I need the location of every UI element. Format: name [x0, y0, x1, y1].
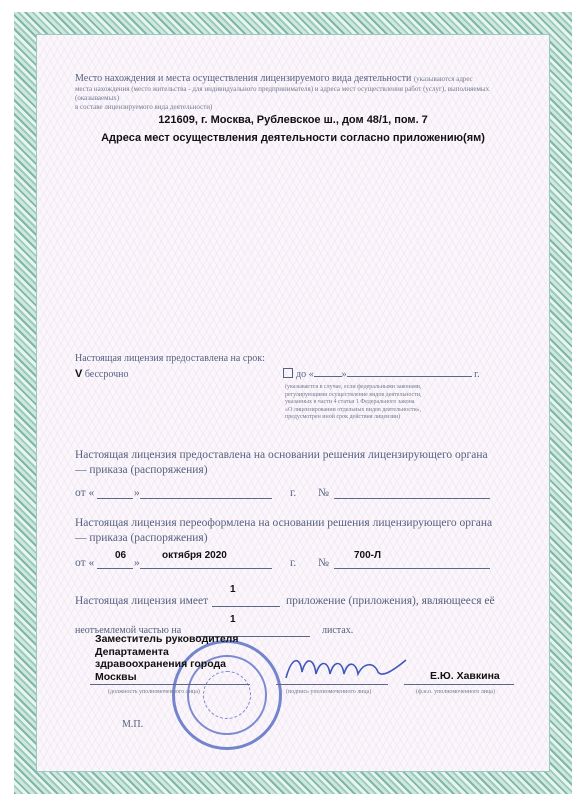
until-mid: » — [341, 369, 347, 380]
stamp-place: М.П. — [122, 719, 144, 730]
reissue-year: г. — [290, 557, 297, 569]
term-until — [283, 368, 503, 381]
term-unlimited — [75, 368, 129, 381]
appendix-line2-prefix: неотъемлемой частью на — [75, 625, 182, 636]
location-note-line2: места нахождения (место жительства - для индивидуального предпринимателя) и адреса мест осуществления работ (услуг), выполняемых (оказываемых) — [75, 85, 490, 102]
term-note: (указывается в случае, если федеральными законами, регулирующими осуществление видов деятельности, указанных в части 4 статьи 1 Федерального закона «О лицензировании отдельных видов деятельности», предусмотрен иной срок действия лицензии) — [285, 384, 422, 420]
appendix-sheets: 1 — [230, 614, 236, 625]
appendix-suffix: приложение (приложения), являющееся её — [286, 595, 495, 607]
reissue-day: 06 — [115, 550, 127, 561]
reissue-close: » — [134, 557, 140, 569]
checkmark-icon: V — [75, 368, 83, 380]
appendix-count: 1 — [230, 584, 236, 595]
reissue-number: 700-Л — [354, 550, 382, 561]
grant-number-label: № — [318, 487, 329, 499]
caption-signature: (подпись уполномоченного лица) — [286, 689, 372, 695]
reissue-number-label: № — [318, 557, 329, 569]
grant-close: » — [134, 487, 140, 499]
caption-position: (должность уполномоченного лица) — [108, 689, 200, 695]
location-note-line3: в составе лицензируемого вида деятельности) — [75, 103, 213, 111]
address: 121609, г. Москва, Рублевское ш., дом 48/1, пом. 7 — [158, 114, 428, 126]
location-section — [75, 72, 525, 112]
basis-reissue: Настоящая лицензия переоформлена на основании решения лицензирующего органа — приказа (распоряжения) — [75, 517, 493, 544]
until-year: г. — [474, 369, 480, 380]
location-note-inline: (указываются адрес — [413, 75, 473, 83]
until-prefix: до « — [296, 369, 314, 380]
appendix-line2-suffix: листах. — [322, 625, 354, 636]
checkbox-icon — [283, 368, 293, 378]
signer-name: Е.Ю. Хавкина — [430, 670, 500, 682]
term-label: Настоящая лицензия предоставлена на срок: — [75, 353, 265, 364]
term-unlimited-label: бессрочно — [84, 369, 129, 380]
grant-year: г. — [290, 487, 297, 499]
reissue-from: от « — [75, 557, 95, 569]
handwritten-signature — [282, 650, 412, 686]
signer-position: Заместитель руководителя Департамента здравоохранения города Москвы — [95, 633, 239, 683]
grant-from: от « — [75, 487, 95, 499]
basis-grant: Настоящая лицензия предоставлена на основании решения лицензирующего органа — приказа (распоряжения) — [75, 449, 488, 476]
addresses-reference: Адреса мест осуществления деятельности согласно приложению(ям) — [101, 132, 485, 144]
reissue-month-year: октября 2020 — [162, 550, 227, 561]
location-heading: Место нахождения и места осуществления лицензируемого вида деятельности — [75, 73, 412, 84]
appendix-prefix: Настоящая лицензия имеет — [75, 595, 209, 607]
caption-name: (ф.и.о. уполномоченного лица) — [416, 689, 495, 695]
